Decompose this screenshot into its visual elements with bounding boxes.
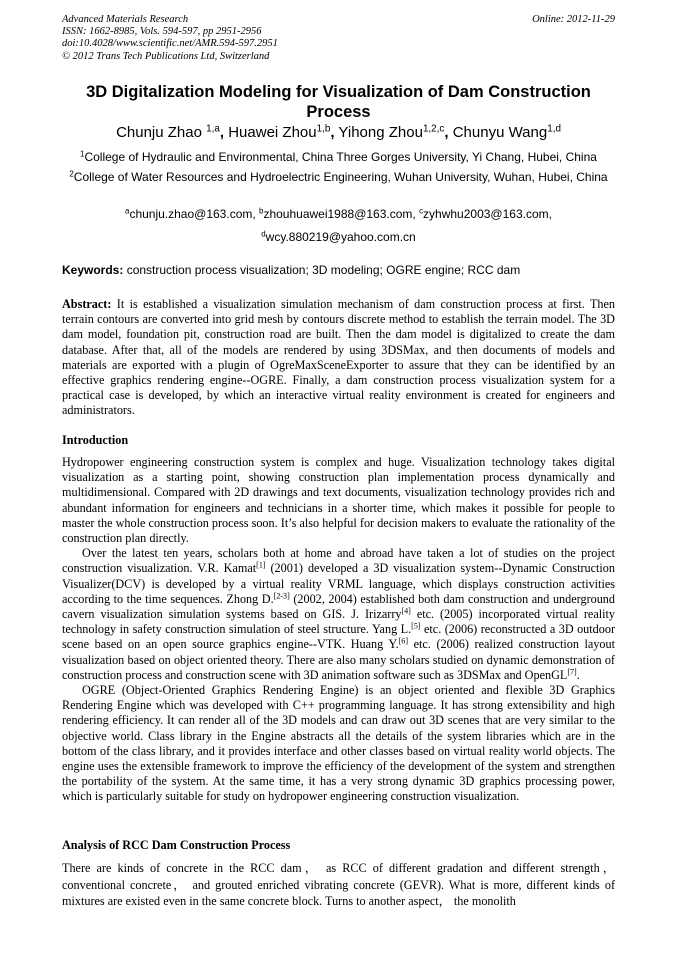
- author-emails: $^a$chunju.zhao@163.com, $^b$zhouhuawei1988@163.com, $^c$zyhwhu2003@163.com, $^d$wcy.880219@yahoo.com.cn: [125, 206, 552, 244]
- online-date: Online: 2012-11-29: [532, 14, 615, 25]
- issn-line: ISSN: 1662-8985, Vols. 594-597, pp 2951-2956: [62, 26, 262, 38]
- author-affiliation-mark: 1,a: [206, 123, 220, 135]
- author-name: Yihong Zhou: [338, 124, 423, 141]
- citation-ref: [5]: [411, 621, 421, 631]
- email-mark: b: [259, 206, 264, 216]
- citation-ref: [2-3]: [273, 591, 290, 601]
- author-list: Chunju Zhao $^{1,a}$, Huawei Zhou$^{1,b}$, Yihong Zhou$^{1,2,c}$, Chunyu Wang$^{1,d}$: [116, 123, 561, 141]
- email-address: zyhwhu2003@163.com: [423, 207, 549, 221]
- citation-ref: [1]: [256, 561, 266, 570]
- email-mark: c: [419, 206, 424, 216]
- affiliation-text: College of Water Resources and Hydroelectric Engineering, Wuhan University, Wuhan, Hubei, China: [73, 170, 608, 184]
- intro-paragraph-2: Over the latest ten years, scholars both at home and abroad have taken a lot of studies on the project construction visualization. V.R. Kamat[1] (2001) developed a 3D visualization system--Dynamic Construction Visualizer(DCV) is developed by a virtual reality VRML language, which displays construction activities according to the time sequences. Zhong D.[2-3] (2002, 2004) established both dam construction and underground cavern visualization simulation systems based on GIS. J. Irizarry[4] etc. (2005) incorporated virtual reality technology in safety construction simulation of steel structure. Yang L.[5] etc. (2006) reconstructed a 3D outdoor scene based on an open source graphics engine--VTK. Huang Y.[6] etc. (2006) realized construction layout visualization based on object oriented theory. There are also many scholars studied on dynamic demonstration of construction process and construction scene with 3D animation software such as 3DSMax and OpenGL[7].: [62, 546, 616, 682]
- affiliation-mark: 2: [69, 169, 74, 179]
- paper-title: 3D Digitalization Modeling for Visualization of Dam Construction Process: [86, 83, 591, 121]
- rcc-analysis-paragraph: There are kinds of concrete in the RCC dam， as RCC of different gradation and different strength， conventional concrete， and grouted enriched vibrating concrete (GEVR). What is more, different kinds of mixtures are existed even in the same concrete block. Turns to another aspect， the monolith: [62, 861, 615, 908]
- email-address: chunju.zhao@163.com: [129, 207, 253, 221]
- citation-ref: [6]: [398, 637, 409, 647]
- author-name: Chunju Zhao: [116, 124, 202, 141]
- keywords-line: [62, 262, 615, 278]
- keywords-text: construction process visualization; 3D modeling; OGRE engine; RCC dam: [126, 263, 521, 277]
- email-address: zhouhuawei1988@163.com: [263, 207, 413, 221]
- affiliation-2: [62, 169, 615, 186]
- intro-paragraph-3: OGRE (Object-Oriented Graphics Rendering Engine) is an object oriented and flexible 3D Graphics Rendering Engine which was developed with C++ programming language. It has strong extensibility and high rendering efficiency. It can render all of the 3D models and can draw out 3D scenes that are very similar to the objective world. Class library in the Engine abstracts all the details of the system libraries which are in the bottom of the class library, and it provides interface and other classes based on virtual reality world objects. The engine uses the extensible framework to improve the efficiency of the development of the system and strengthen the portability of the system. At the same time, it has a very strong dynamic 3D graphics processing power, which is particularly suitable for study on hydropower engineering construction visualization.: [62, 683, 615, 804]
- keywords-label: Keywords:: [62, 263, 124, 277]
- intro-paragraph-1: Hydropower engineering construction system is complex and huge. Visualization technology takes digital visualization as a starting point, showing construction plan implementation process dynamically and multidimensional. Compared with 2D drawings and text documents, visualization technology provides rich and abundant information for engineers and technicians in a shorter time, which makes it possible for people to master the whole construction process soon. It’s also helpful for decision makers to evaluate the rationality of the construction plan directly.: [62, 455, 615, 546]
- email-mark: d: [261, 229, 266, 239]
- section-heading-rcc-analysis: Analysis of RCC Dam Construction Process: [62, 838, 291, 852]
- author-affiliation-mark: 1,d: [547, 123, 561, 135]
- journal-name: Advanced Materials Research: [62, 14, 189, 25]
- abstract-label: Abstract:: [62, 297, 112, 311]
- affiliation-1: [62, 149, 615, 166]
- email-mark: a: [125, 206, 130, 216]
- email-address: wcy.880219@yahoo.com.cn: [265, 230, 416, 244]
- author-affiliation-mark: 1,b: [316, 123, 331, 135]
- author-affiliation-mark: 1,2,c: [422, 123, 445, 135]
- journal-header: [62, 14, 615, 63]
- citation-ref: [4]: [401, 606, 411, 616]
- copyright-line: © 2012 Trans Tech Publications Ltd, Switzerland: [62, 50, 270, 62]
- affiliation-text: College of Hydraulic and Environmental, China Three Gorges University, Yi Chang, Hubei, China: [84, 150, 597, 164]
- abstract-text: It is established a visualization simulation mechanism of dam construction process at first. Then terrain contours are converted into grid mesh by contours discrete method to establish the terrain model. The 3D dam model, foundation pit, construction road are built. Then the dam model is digitalized to create the dam database. After that, all of the models are rendered by using 3DSMax, and then documents of models and materials are exported with a plugin of OgreMaxSceneExporter to assure that they can be identified by an effective graphics rendering engine--OGRE. Finally, a dam construction process visualization system for a practical case is developed, by which an interactive virtual reality environment is created for engineers and administrators.: [62, 297, 615, 418]
- author-name: Chunyu Wang: [452, 124, 548, 141]
- citation-ref: [7]: [567, 667, 577, 677]
- affiliation-mark: 1: [80, 149, 85, 159]
- abstract-paragraph: [62, 297, 615, 419]
- doi-line: doi:10.4028/www.scientific.net/AMR.594-597.2951: [62, 38, 278, 50]
- author-name: Huawei Zhou: [228, 124, 317, 141]
- section-heading-introduction: Introduction: [62, 433, 129, 447]
- introduction-body: [62, 455, 615, 805]
